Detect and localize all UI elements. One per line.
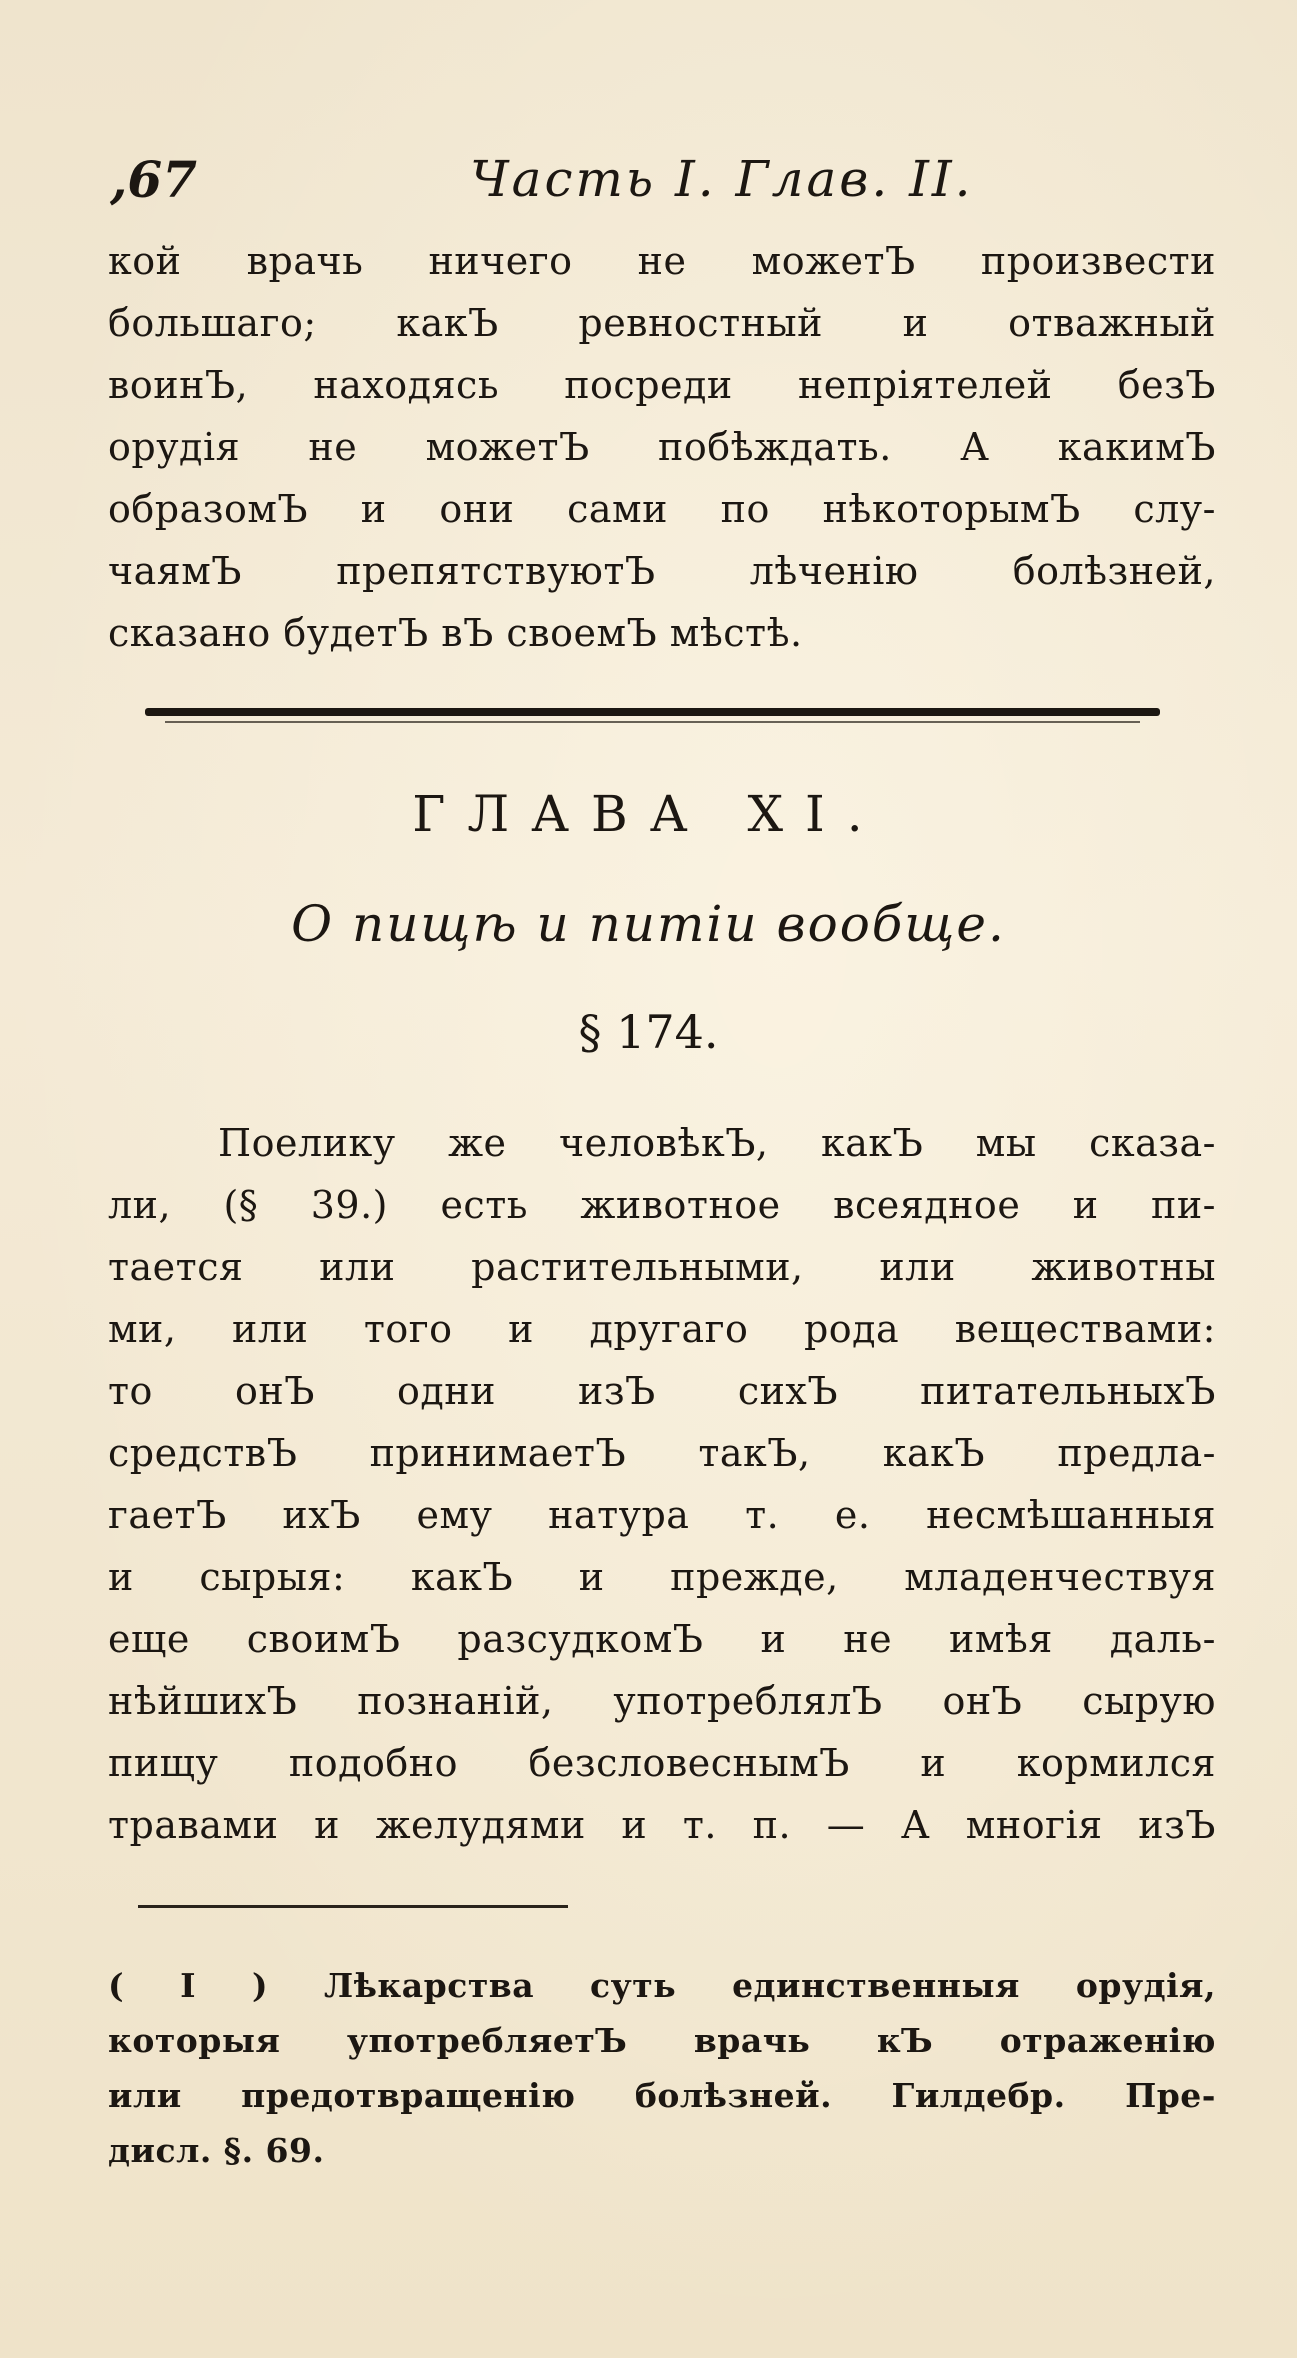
footnote-line: дисл. §. 69. [108, 2131, 325, 2170]
text-line: сказано будетЪ вЪ своемЪ мѣстѣ. [108, 611, 803, 655]
text-line: орудія не можетЪ побѣждать. А какимЪ [108, 425, 1216, 469]
text-line: тается или растительными, или животны [108, 1245, 1216, 1289]
text-line: чаямЪ препятствуютЪ лѣченію болѣзней, [108, 549, 1216, 593]
text-line: травами и желудями и т. п. — А многія изЪ [108, 1803, 1216, 1847]
text-line: гаетЪ ихЪ ему натура т. е. несмѣшанныя [108, 1493, 1216, 1537]
page-number: ,67 [110, 150, 197, 209]
text-line: пищу подобно безсловеснымЪ и кормился [108, 1741, 1216, 1785]
chapter-divider [145, 700, 1160, 730]
page-header [110, 150, 1210, 230]
footnote [108, 1958, 1216, 2178]
text-line: ми, или того и другаго рода веществами: [108, 1307, 1216, 1351]
text-line: еще своимЪ разсудкомЪ и не имѣя даль- [108, 1617, 1216, 1661]
text-line: кой врачь ничего не можетЪ произвести [108, 239, 1216, 283]
text-line: нѣйшихЪ познаній, употреблялЪ онЪ сырую [108, 1679, 1216, 1723]
text-line: и сырыя: какЪ и прежде, младенчествуя [108, 1555, 1216, 1599]
chapter-label: ГЛАВА XI. [412, 785, 885, 843]
footnote-line: которыя употребляетЪ врачь кЪ отраженію [108, 2021, 1216, 2060]
text-line: образомЪ и они сами по нѣкоторымЪ слу- [108, 487, 1216, 531]
text-line: ли, (§ 39.) есть животное всеядное и пи- [108, 1183, 1216, 1227]
text-line: воинЪ, находясь посреди непріятелей безЪ [108, 363, 1216, 407]
text-line: большаго; какЪ ревностный и отважный [108, 301, 1216, 345]
divider-thin-rule [165, 721, 1140, 723]
footnote-separator [138, 1905, 568, 1908]
top-paragraph [108, 230, 1216, 664]
footnote-line: или предотвращенію болѣзней. Гилдебр. Пре- [108, 2076, 1216, 2115]
running-head: Часть I. Глав. II. [470, 150, 974, 208]
text-line: Поелику же человѣкЪ, какЪ мы сказа- [218, 1121, 1216, 1165]
main-paragraph [108, 1112, 1216, 1856]
chapter-title: О пищѣ и питіи вообще. [291, 895, 1006, 953]
footnote-line: ( I ) Лѣкарства суть единственныя орудія, [108, 1966, 1216, 2005]
divider-thick-rule [145, 708, 1160, 716]
text-line: то онЪ одни изЪ сихЪ питательныхЪ [108, 1369, 1216, 1413]
section-number: § 174. [578, 1005, 719, 1059]
text-line: средствЪ принимаетЪ такЪ, какЪ предла- [108, 1431, 1216, 1475]
